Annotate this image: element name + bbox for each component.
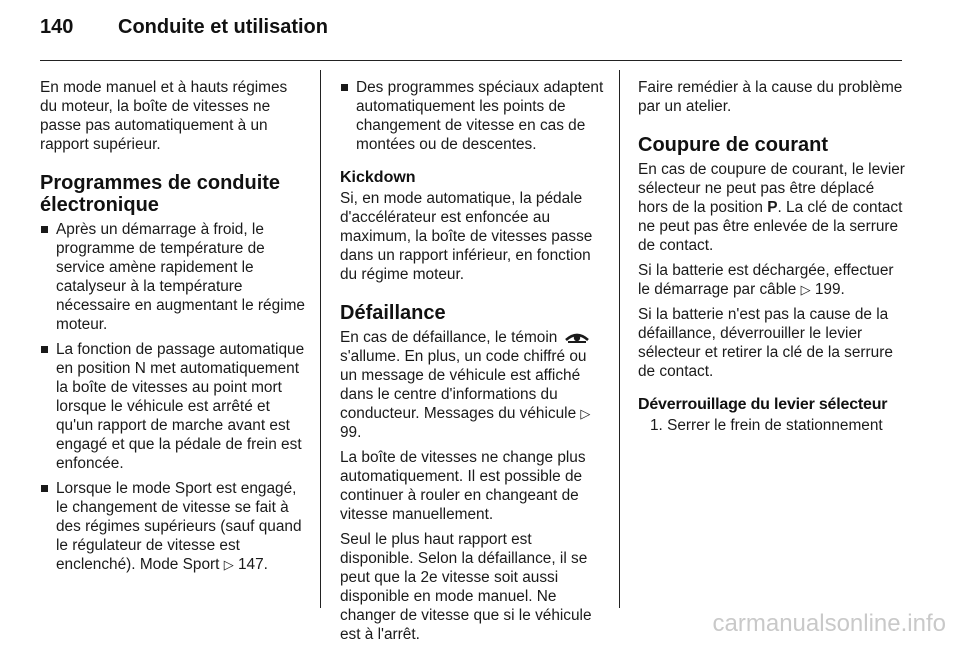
intro-paragraph: En mode manuel et à hauts régimes du moteur, la boîte de vitesses ne passe pas automatiquement à un rapport supérieur. xyxy=(40,79,288,153)
coupure-paragraph: Si la batterie n'est pas la cause de la défaillance, déverrouiller le levier sélecteur et retirer la clé de la serrure de contact. xyxy=(638,306,893,380)
list-item-text: Des programmes spéciaux adaptent automatiquement les points de changement de vitesse en cas de montées ou de descentes. xyxy=(356,79,604,153)
defaillance-paragraph: Seul le plus haut rapport est disponible. Selon la défaillance, il se peut que la 2e vitesse soit aussi disponible en mode manuel. Ne changer de vitesse que si le véhicule est à l'arrêt. xyxy=(340,531,592,643)
paragraph: Faire remédier à la cause du problème par un atelier. xyxy=(638,79,903,115)
page-reference-link[interactable]: 199. xyxy=(814,281,845,298)
paragraph-text: En cas de coupure de courant, le levier sélecteur ne peut pas être déplacé hors de la position xyxy=(638,161,905,216)
defaillance-paragraph: La boîte de vitesses ne change plus automatiquement. Il est possible de continuer à rouler en changeant de vitesse manuellement. xyxy=(340,449,586,523)
bullet-list xyxy=(40,220,308,574)
transmission-warning-icon xyxy=(564,331,590,345)
step-item: 1. Serrer le frein de stationnement xyxy=(650,417,883,434)
defaillance-heading: Défaillance xyxy=(340,302,446,324)
list-item-text: La fonction de passage automatique en position N met automatiquement la boîte de vitesses au point mort lorsque le véhicule est arrêté et qu'un rapport de marche avant est engagé et que la pédale de frein est enfoncée. xyxy=(56,341,305,472)
column-3 xyxy=(638,78,906,441)
column-divider xyxy=(619,70,620,608)
section-heading: Programmes de conduite électronique xyxy=(40,172,281,216)
page-header xyxy=(40,16,328,39)
coupure-heading: Coupure de courant xyxy=(638,134,829,156)
column-divider xyxy=(320,70,321,608)
paragraph-text: Si la batterie est déchargée, effectuer le démarrage par câble xyxy=(638,262,894,298)
page-reference-link[interactable]: 99. xyxy=(340,424,362,441)
paragraph-text: . La clé de contact ne peut pas être enlevée de la serrure de contact. xyxy=(638,199,903,254)
list-item xyxy=(40,340,308,473)
kickdown-heading: Kickdown xyxy=(340,169,416,186)
coupure-paragraph xyxy=(638,160,906,255)
bullet-list xyxy=(340,78,605,154)
list-item xyxy=(340,78,605,154)
header-rule xyxy=(40,60,902,61)
page-number: 140 xyxy=(40,16,74,38)
column-2 xyxy=(340,78,605,650)
deverrouillage-heading: Déverrouillage du levier sélecteur xyxy=(638,396,888,413)
bullet-square-icon xyxy=(341,84,348,91)
coupure-paragraph xyxy=(638,261,906,299)
page-reference-link[interactable]: 147. xyxy=(237,556,268,573)
position-p-label: P xyxy=(767,199,778,216)
triangle-right-icon: ▷ xyxy=(223,557,234,572)
list-item xyxy=(40,220,308,334)
bullet-square-icon xyxy=(41,346,48,353)
list-item-text: Après un démarrage à froid, le programme de température de service amène rapidement le catalyseur à la température nécessaire en augmentant le régime moteur. xyxy=(56,221,305,333)
list-item-text: Lorsque le mode Sport est engagé, le changement de vitesse se fait à des régimes supérieurs (sauf quand le régulateur de vitesse est enclenché). Mode Sport xyxy=(56,480,302,573)
paragraph-text: En cas de défaillance, le témoin xyxy=(340,329,558,346)
bullet-square-icon xyxy=(41,226,48,233)
list-item xyxy=(40,479,308,574)
column-1 xyxy=(40,78,308,580)
kickdown-paragraph: Si, en mode automatique, la pédale d'accélérateur est enfoncée au maximum, la boîte de vitesses passe dans un rapport inférieur, en fonction du régime moteur. xyxy=(340,190,593,283)
page-title: Conduite et utilisation xyxy=(118,16,328,38)
paragraph-text: s'allume. En plus, un code chiffré ou un message de véhicule est affiché dans le centre d'informations du conducteur. Messages du véhicule xyxy=(340,348,587,422)
watermark: carmanualsonline.info xyxy=(712,610,946,637)
triangle-right-icon: ▷ xyxy=(580,406,591,421)
triangle-right-icon: ▷ xyxy=(800,282,811,297)
defaillance-paragraph xyxy=(340,328,605,442)
bullet-square-icon xyxy=(41,485,48,492)
